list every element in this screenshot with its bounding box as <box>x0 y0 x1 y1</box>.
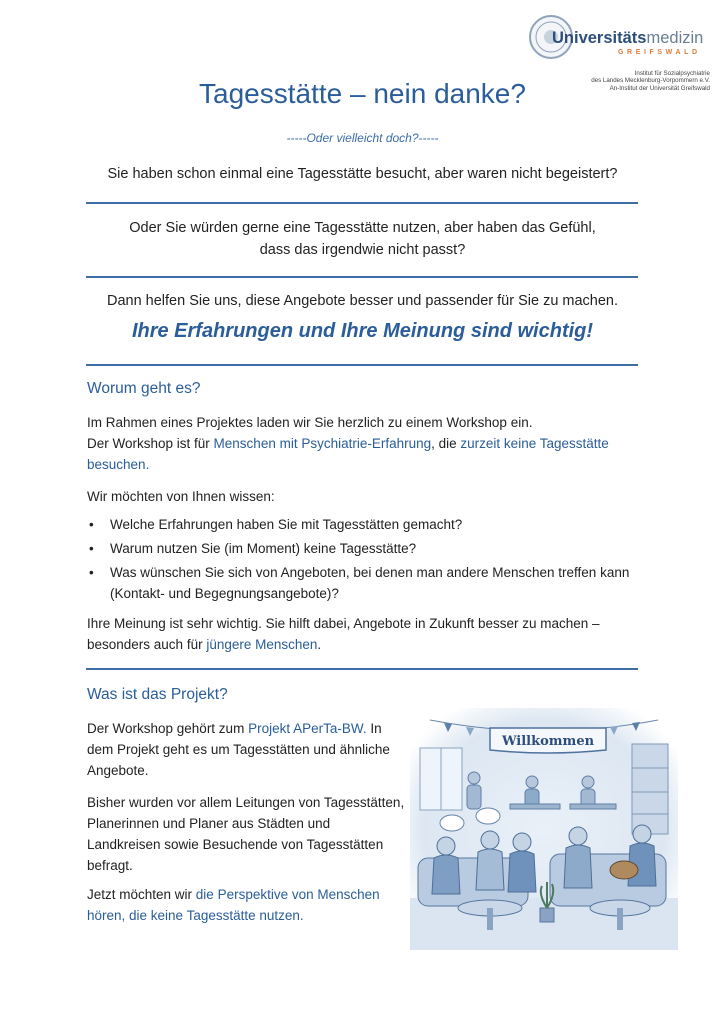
banner-text: Willkommen <box>501 734 595 749</box>
section2-paragraph-2: Bisher wurden vor allem Leitungen von Tagesstätten, Planerinnen und Planer aus Städten und Landkreisen sowie Besuchende von Tagesstätten befragt. <box>87 795 405 873</box>
intro-line-2a: Oder Sie würden gerne eine Tagesstätte nutzen, aber haben das Gefühl, <box>129 220 596 236</box>
page-subtitle: -----Oder vielleicht doch?----- <box>286 131 439 145</box>
divider <box>86 364 638 366</box>
section1-paragraph-1: Im Rahmen eines Projektes laden wir Sie herzlich zu einem Workshop ein. Der Workshop ist für Menschen mit Psychiatrie-Erfahrung, die zurzeit keine Tagesstätte besuchen. <box>87 415 609 472</box>
section1-paragraph-3: Ihre Meinung ist sehr wichtig. Sie hilft dabei, Angebote in Zukunft besser zu machen – besonders auch für jüngere Menschen. <box>87 616 600 652</box>
section-heading-projekt: Was ist das Projekt? <box>87 686 228 703</box>
divider <box>86 668 638 670</box>
list-item: • Welche Erfahrungen haben Sie mit Tagesstätten gemacht? <box>89 517 463 532</box>
list-item: • Warum nutzen Sie (im Moment) keine Tagesstätte? <box>89 541 417 556</box>
intro-line-1: Sie haben schon einmal eine Tagesstätte besucht, aber waren nicht begeistert? <box>107 166 618 182</box>
welcome-illustration <box>410 708 678 950</box>
page-title: Tagesstätte – nein danke? <box>199 78 526 109</box>
intro-line-2b: dass das irgendwie nicht passt? <box>259 242 466 258</box>
logo-city: GREIFSWALD <box>618 49 701 56</box>
divider <box>86 202 638 204</box>
question-list <box>87 514 647 607</box>
institute-text: Institut für Sozialpsychiatrie des Landes Mecklenburg-Vorpommern e.V. An-Institut der Universität Greifswald <box>591 70 710 92</box>
highlight-statement: Ihre Erfahrungen und Ihre Meinung sind wichtig! <box>131 320 594 342</box>
list-item: • Was wünschen Sie sich von Angeboten, bei denen man andere Menschen treffen kann (Kontakt- und Begegnungsangebote)? <box>89 565 630 601</box>
divider <box>86 276 638 278</box>
section1-paragraph-2: Wir möchten von Ihnen wissen: <box>87 489 275 504</box>
intro-line-3: Dann helfen Sie uns, diese Angebote besser und passender für Sie zu machen. <box>106 293 619 309</box>
section2-paragraph-3: Jetzt möchten wir die Perspektive von Menschen hören, die keine Tagesstätte nutzen. <box>87 887 380 923</box>
section-heading-worum: Worum geht es? <box>87 380 201 397</box>
section2-paragraph-1: Der Workshop gehört zum Projekt APerTa-BW. In dem Projekt geht es um Tagesstätten und ähnliche Angebote. <box>87 721 390 778</box>
logo-name: Universitätsmedizin <box>552 29 704 47</box>
